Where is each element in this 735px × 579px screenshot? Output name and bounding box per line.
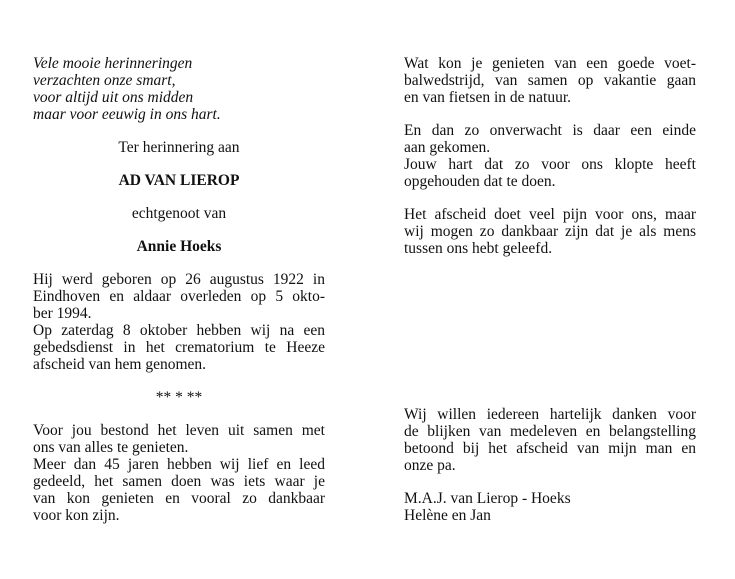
- farewell-paragraph: [404, 206, 696, 257]
- unexpected-end-paragraph: [404, 122, 696, 190]
- tribute-line: van kon genieten en vooral zo dankbaar: [33, 490, 325, 507]
- signature-line: M.A.J. van Lierop - Hoeks: [404, 490, 571, 507]
- paragraph-line: Het afscheid doet veel pijn voor ons, maar: [404, 206, 696, 223]
- poem-line: Vele mooie herinneringen: [33, 55, 193, 72]
- paragraph-line: en van fietsen in de natuur.: [404, 89, 572, 106]
- poem-line: maar voor eeuwig in ons hart.: [33, 106, 221, 123]
- signature-line: Helène en Jan: [404, 507, 491, 524]
- bio-line: Hij werd geboren op 26 augustus 1922 in: [33, 271, 325, 288]
- tribute-line: Meer dan 45 jaren hebben wij lief en leed: [33, 456, 325, 473]
- tribute-line: Voor jou bestond het leven uit samen met: [33, 422, 325, 439]
- paragraph-line: opgehouden dat te doen.: [404, 173, 556, 190]
- tribute-paragraph: [33, 422, 325, 524]
- thanks-line: onze pa.: [404, 457, 456, 474]
- poem-line: voor altijd uit ons midden: [33, 89, 194, 106]
- thanks-paragraph: [404, 406, 696, 474]
- bio-line: Eindhoven en aldaar overleden op 5 okto-: [33, 288, 325, 305]
- signature: [404, 490, 696, 524]
- paragraph-line: En dan zo onverwacht is daar een einde: [404, 122, 696, 139]
- thanks-line: de blijken van medeleven en belangstelling: [404, 423, 696, 440]
- thanks-line: Wij willen iedereen hartelijk danken voor: [404, 406, 696, 423]
- tribute-line: voor kon zijn.: [33, 507, 120, 524]
- tribute-line: gedeeld, het samen doen was iets waar je: [33, 473, 325, 490]
- bio-paragraph: [33, 271, 325, 373]
- tribute-line: ons van alles te genieten.: [33, 439, 189, 456]
- paragraph-line: tussen ons hebt geleefd.: [404, 240, 553, 257]
- poem-line: verzachten onze smart,: [33, 72, 176, 89]
- right-column-bottom: [404, 406, 696, 524]
- paragraph-line: aan gekomen.: [404, 139, 491, 156]
- paragraph-line: Wat kon je genieten van een goede voet-: [404, 55, 696, 72]
- poem: [33, 55, 325, 123]
- bio-line: gebedsdienst in het crematorium te Heeze: [33, 339, 325, 356]
- spouse-name: Annie Hoeks: [136, 238, 222, 255]
- bio-line: ber 1994.: [33, 305, 92, 322]
- left-column: [33, 55, 325, 524]
- in-memory-text: Ter herinnering aan: [118, 139, 240, 156]
- paragraph-line: wij mogen zo dankbaar zijn dat je als mens: [404, 223, 696, 240]
- bio-line: Op zaterdag 8 oktober hebben wij na een: [33, 322, 325, 339]
- spouse-of-text: echtgenoot van: [131, 205, 227, 222]
- thanks-line: betoond bij het afscheid van mijn man en: [404, 440, 696, 457]
- bio-line: afscheid van hem genomen.: [33, 356, 207, 373]
- football-paragraph: [404, 55, 696, 106]
- paragraph-line: balwedstrijd, van samen op vakantie gaan: [404, 72, 696, 89]
- separator: ** * **: [155, 389, 203, 406]
- paragraph-line: Jouw hart dat zo voor ons klopte heeft: [404, 156, 696, 173]
- deceased-name: AD VAN LIEROP: [118, 172, 240, 189]
- right-column-top: [404, 55, 696, 257]
